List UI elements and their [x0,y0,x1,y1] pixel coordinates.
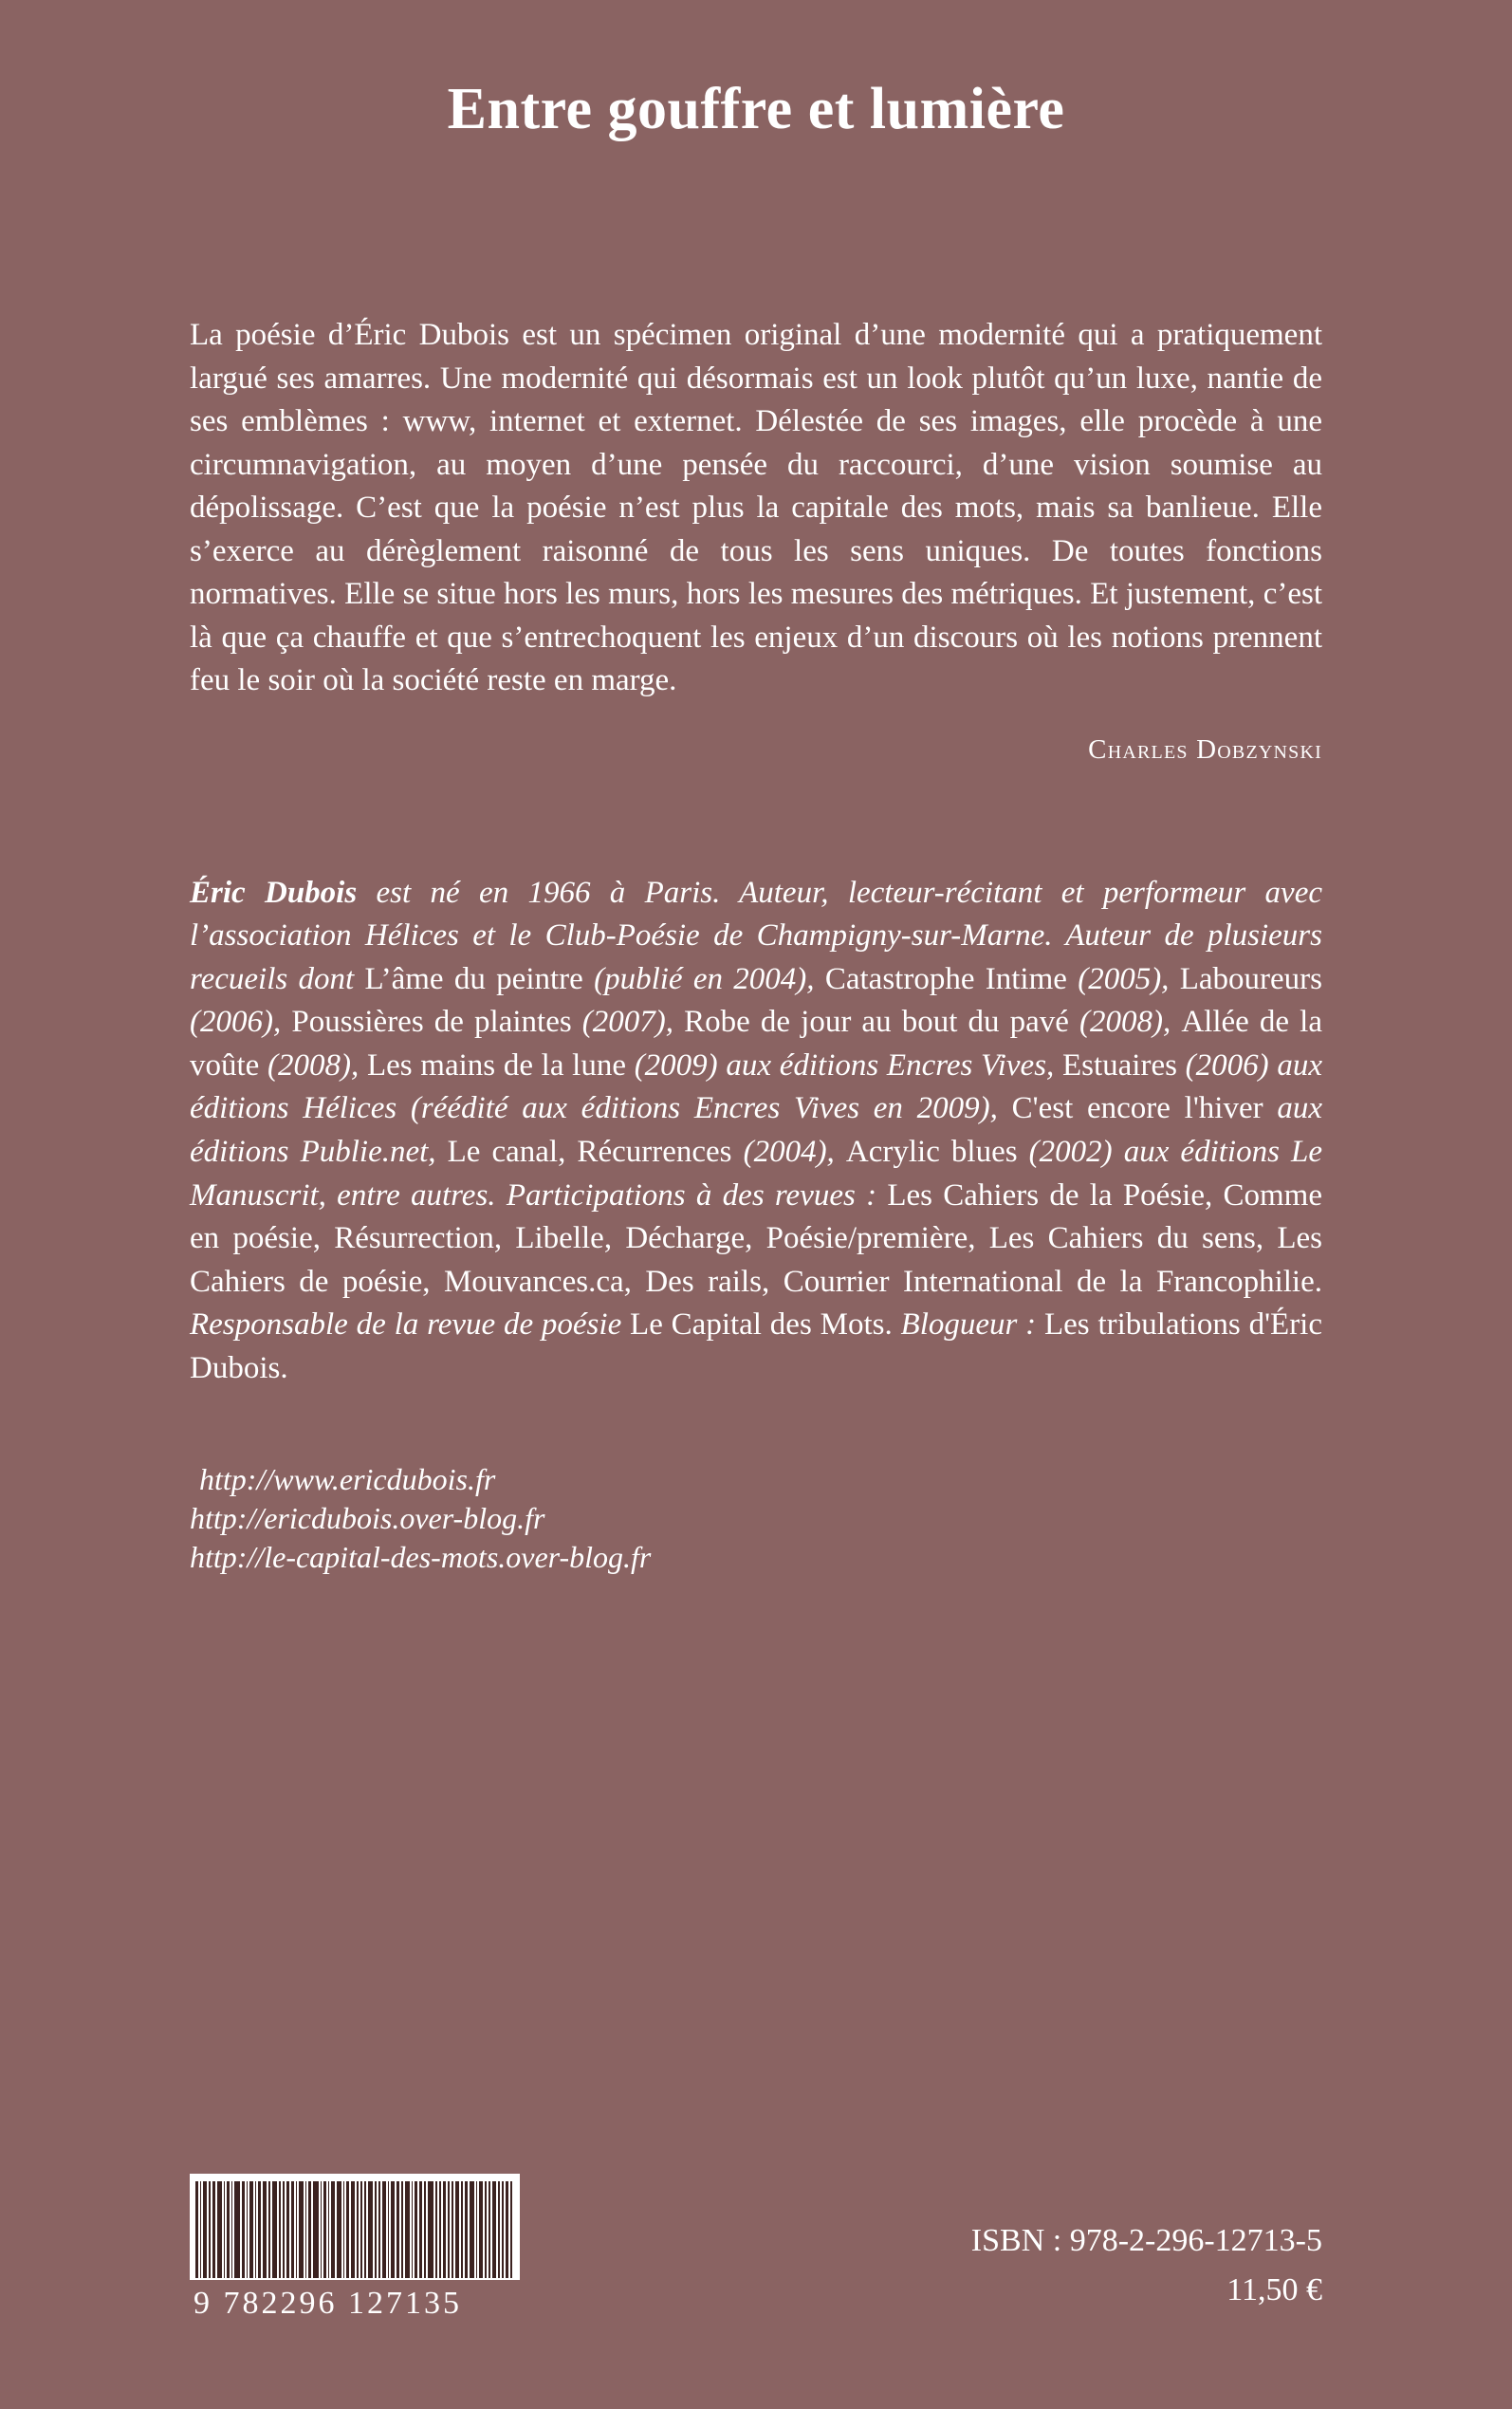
blurb-attribution: Charles Dobzynski [1088,733,1322,765]
bio-work-2: Catastrophe Intime [824,961,1067,996]
bio-work-6: Allée de la voûte [190,1005,1322,1083]
bio-work-10: Le canal, Récurrences [447,1134,732,1169]
bio-work-11: Acrylic blues [845,1134,1018,1169]
link-blog[interactable]: http://ericdubois.over-blog.fr [190,1501,545,1536]
bio-work-7-note: (2009) aux éditions Encres Vives, [626,1047,1062,1083]
bio-reviews-label: Participations à des revues : [506,1177,888,1213]
bio-responsable-label: Responsable de la revue de poésie [190,1307,631,1343]
price-text: 11,50 € [1226,2272,1322,2308]
bio-reviews-list: Les Cahiers de la Poésie, Comme en poésie, Résurrection, Libelle, Décharge, Poésie/première, Les Cahiers du sens, Les Cahiers de poésie, Mouvances.ca, Des rails, Courrier International de la Francophilie. [190,1177,1322,1299]
author-biography [190,872,1322,1390]
isbn-price-block [971,2216,1322,2322]
bio-work-9-note: aux éditions Publie.net, [190,1091,1322,1169]
barcode-digits: 9 782296 127135 [194,2286,462,2321]
bio-work-2-note: (2005), [1066,961,1180,996]
bio-work-8: Estuaires [1061,1047,1177,1083]
barcode-block [190,2174,531,2322]
link-capital-des-mots[interactable]: http://le-capital-des-mots.over-blog.fr [190,1540,652,1575]
page-title: Entre gouffre et lumière [447,77,1065,141]
bio-work-11-note: (2002) aux éditions Le Manuscrit, entre autres. [190,1134,1323,1213]
bio-blog-label: Blogueur : [900,1307,1044,1343]
author-name: Éric Dubois [190,875,358,910]
blurb-paragraph: La poésie d’Éric Dubois est un spécimen original d’une modernité qui a pratiquement largué ses amarres. Une modernité qui désormais est un look plutôt qu’un luxe, nantie de ses emblèmes : www, internet et externet. Délestée de ses images, elle procède à une circumnavigation, au moyen d’une pensée du raccourci, d’une vision soumise au dépolissage. C’est que la poésie n’est plus la capitale des mots, mais sa banlieue. Elle s’exerce au dérèglement raisonné de tous les sens uniques. De toutes fonctions normatives. Elle se situe hors les murs, hors les mesures des métriques. Et justement, c’est là que ça chauffe et que s’entrechoquent les enjeux d’un discours où les notions prennent feu le soir où la société reste en marge. [190,318,1322,698]
bio-work-1-note: (publié en 2004), [582,961,825,996]
author-links [190,1460,1322,1577]
bio-part-1: est né en 1966 à Paris. Auteur, lecteur-récitant et performeur avec l’association Hélices et le Club-Poésie de Champigny-sur-Marne. Auteur de plusieurs recueils dont [190,875,1322,996]
bio-work-1: L’âme du peintre [364,961,583,996]
bio-blog-value: Les tribulations d'Éric Dubois. [190,1307,1322,1385]
bio-work-3-note: (2006), [190,1005,292,1040]
bio-work-6-note: (2008), [259,1047,367,1083]
bio-work-3: Laboureurs [1179,961,1323,996]
bio-work-5-note: (2008), [1068,1005,1182,1040]
bio-work-8-note: (2006) aux éditions Hélices (réédité aux éditions Encres Vives en 2009), [190,1047,1322,1126]
link-website[interactable]: http://www.ericdubois.fr [199,1462,496,1497]
bio-work-4: Poussières de plaintes [291,1005,572,1040]
barcode-icon [190,2174,520,2280]
isbn-text: ISBN : 978-2-296-12713-5 [970,2222,1322,2258]
bio-work-9: C'est encore l'hiver [1011,1091,1263,1126]
bio-work-4-note: (2007), [571,1005,685,1040]
cover-footer [190,2174,1322,2322]
bio-work-7: Les mains de la lune [366,1047,626,1083]
bio-responsable-value: Le Capital des Mots. [630,1307,901,1343]
bio-work-10-note: (2004), [731,1134,846,1169]
bio-work-5: Robe de jour au bout du pavé [684,1005,1069,1040]
